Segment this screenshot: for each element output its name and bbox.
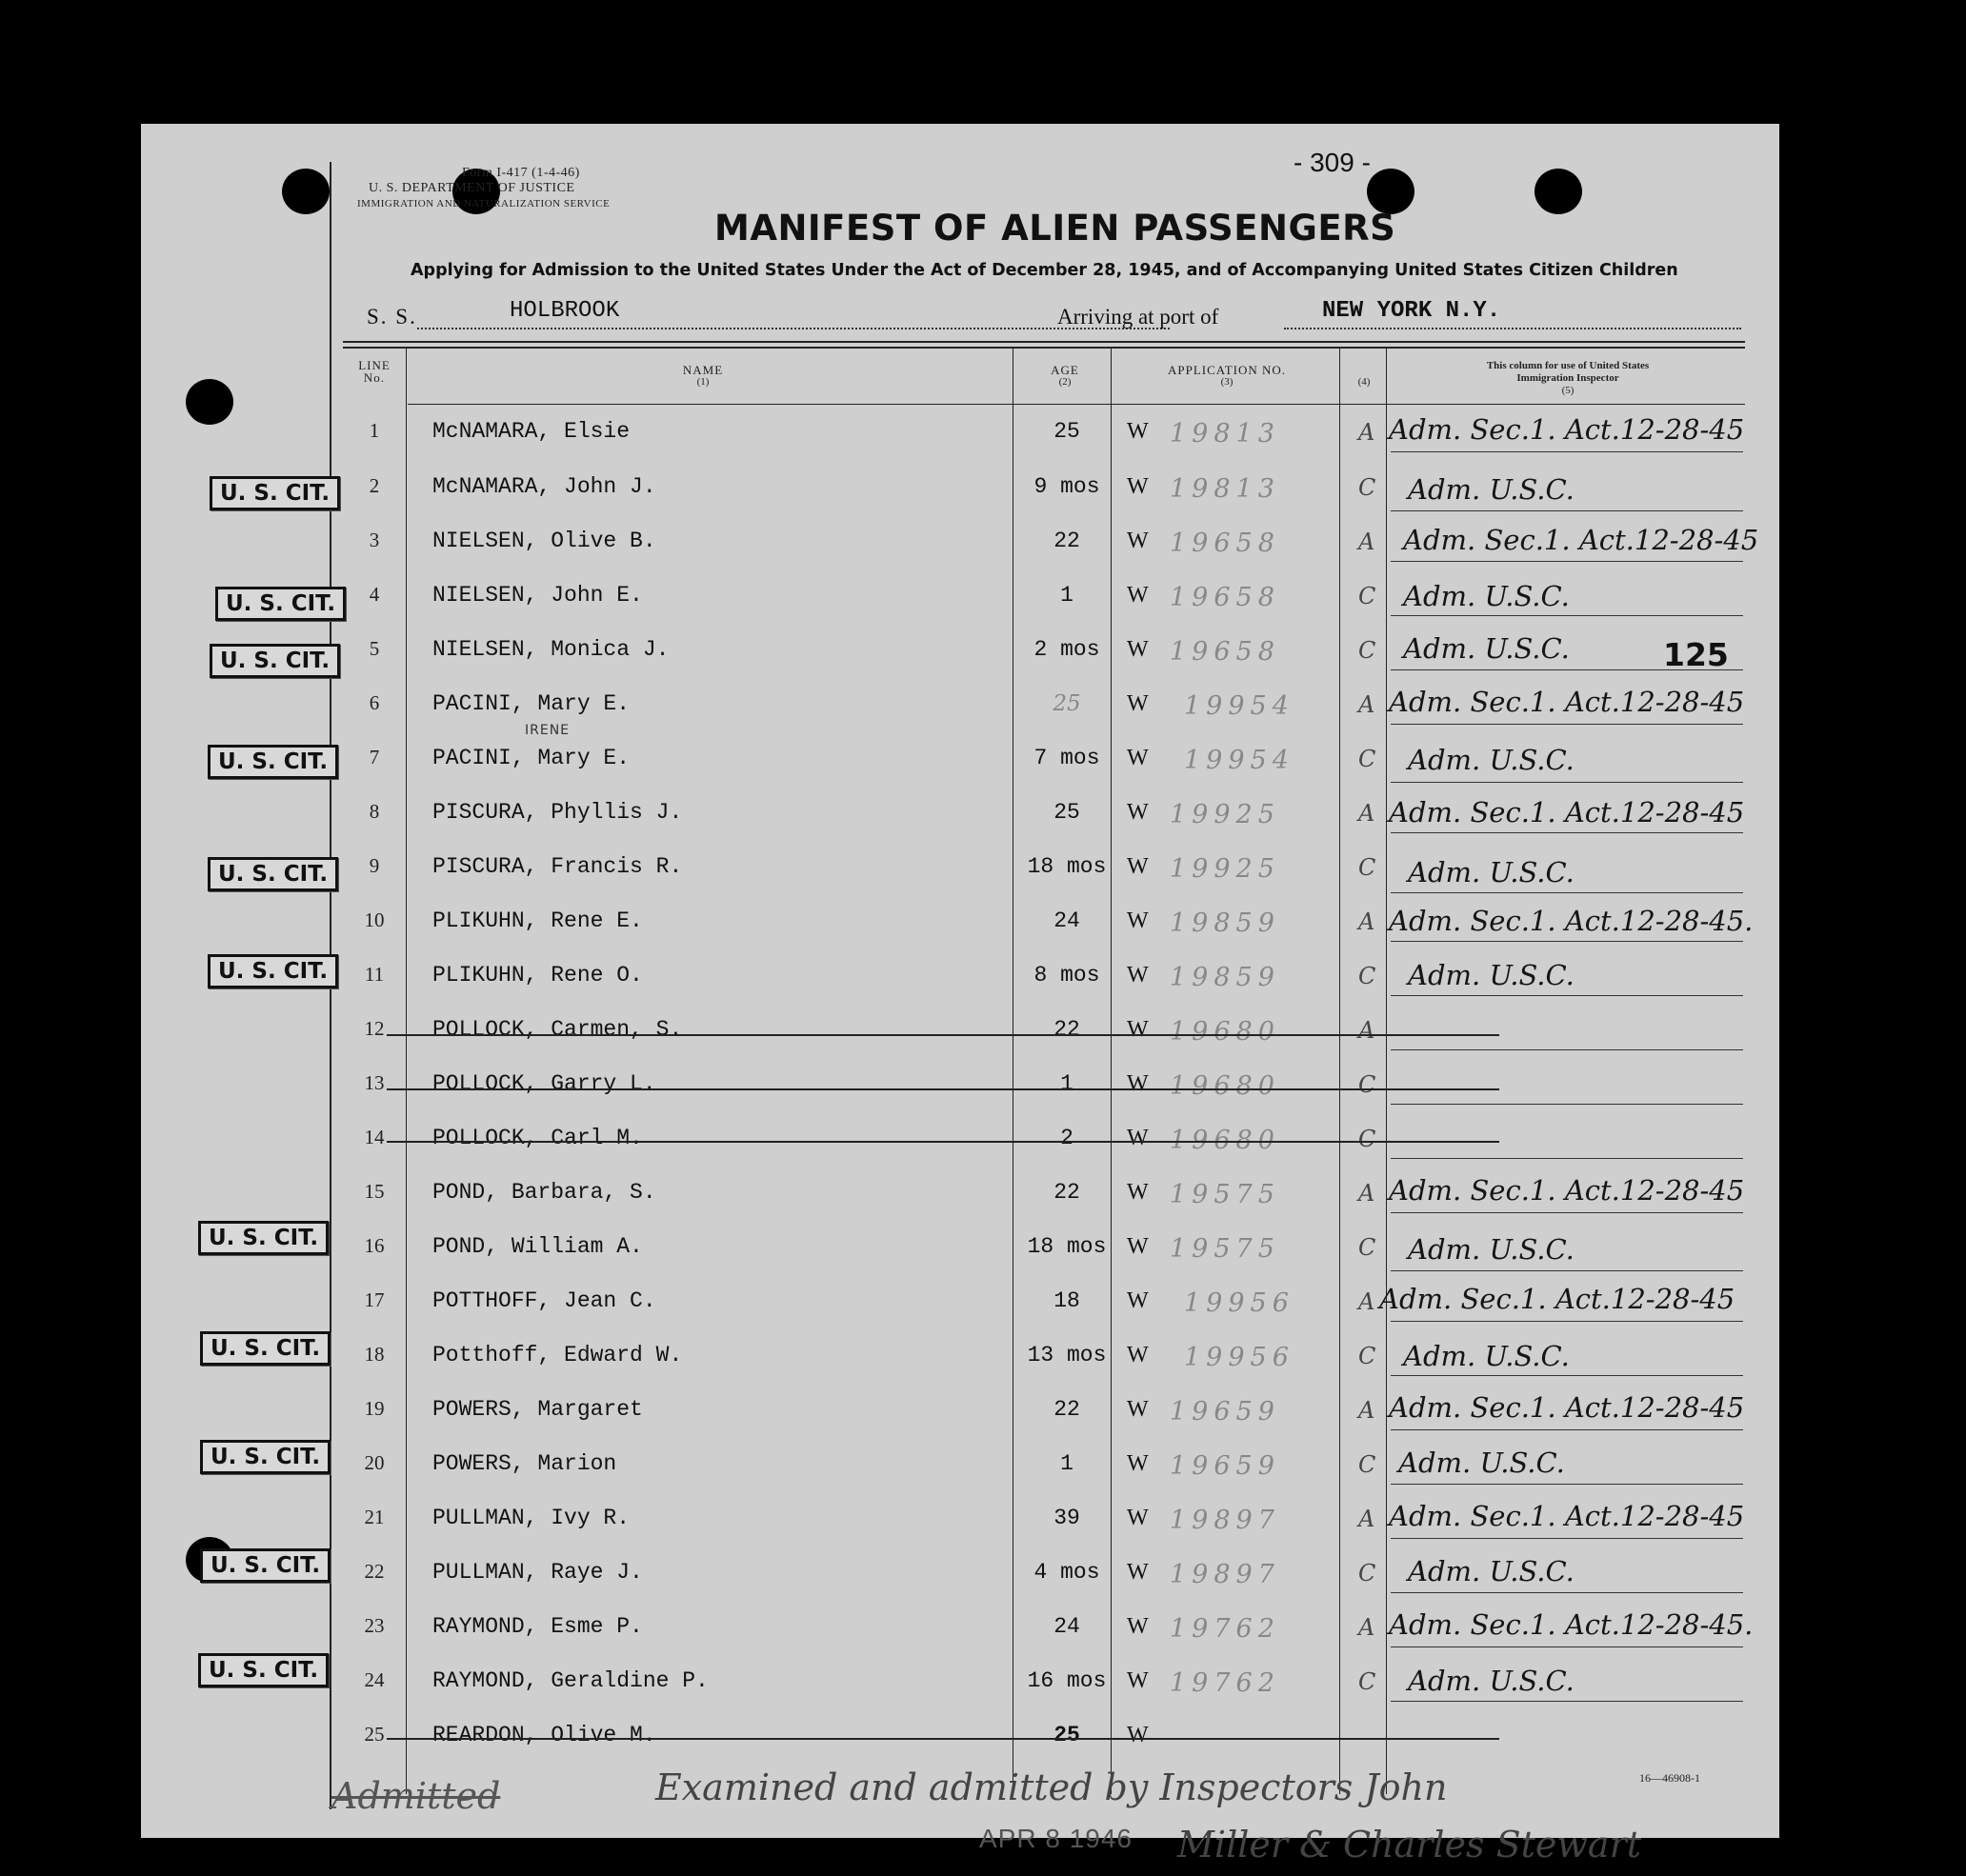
table-row [141, 1391, 1779, 1435]
inspector-rule [1391, 1538, 1743, 1539]
application-number: 19762 [1170, 1668, 1280, 1698]
application-number: 19859 [1170, 908, 1280, 938]
class-code: C [1358, 1668, 1376, 1695]
passenger-age: 22 [1053, 529, 1080, 553]
table-top-rule [343, 341, 1745, 343]
us-citizen-stamp: U. S. CIT. [200, 1440, 331, 1474]
application-number: 19762 [1170, 1614, 1280, 1644]
header-age-label: AGE [1051, 363, 1079, 377]
inspector-rule [1391, 892, 1743, 893]
line-number: 20 [364, 1451, 385, 1474]
inspector-note: Adm. U.S.C. [1408, 473, 1575, 506]
application-number: 19813 [1170, 419, 1280, 449]
punch-hole [282, 169, 330, 214]
service-name: IMMIGRATION AND NATURALIZATION SERVICE [357, 198, 611, 210]
table-row [141, 1283, 1779, 1327]
line-number: 9 [369, 854, 380, 877]
passenger-name: POWERS, Marion [432, 1451, 617, 1476]
us-citizen-stamp: U. S. CIT. [215, 587, 346, 621]
race-code: W [1127, 419, 1149, 444]
table-row [141, 1071, 1779, 1109]
inspector-note: Adm. Sec.1. Act.12-28-45 [1389, 796, 1745, 828]
class-code: C [1358, 1343, 1376, 1369]
us-citizen-stamp: U. S. CIT. [208, 857, 338, 891]
table-row [141, 524, 1779, 567]
header-insp-line1: This column for use of United States [1486, 360, 1650, 371]
inspector-rule [1391, 724, 1743, 725]
race-code: W [1127, 474, 1149, 499]
inspector-note: Adm. Sec.1. Act.12-28-45 [1389, 1174, 1745, 1207]
passenger-name: REARDON, Olive M. [432, 1723, 656, 1747]
form-title: MANIFEST OF ALIEN PASSENGERS [714, 208, 1396, 249]
table-row [141, 854, 1779, 892]
print-code: 16—46908-1 [1639, 1771, 1700, 1785]
inspector-note: Adm. U.S.C. [1398, 1447, 1565, 1479]
race-code: W [1127, 1506, 1149, 1530]
class-code: A [1358, 691, 1375, 718]
class-code: C [1358, 1234, 1376, 1261]
passenger-age: 25 [1053, 691, 1081, 716]
inspector-note: Adm. U.S.C. [1408, 1233, 1575, 1266]
passenger-name: NIELSEN, Monica J. [432, 637, 670, 662]
header-no-label: No. [363, 370, 386, 385]
passenger-name: Potthoff, Edward W. [432, 1343, 683, 1367]
class-code: A [1358, 1288, 1375, 1315]
header-col4-number: (4) [1357, 376, 1371, 388]
punch-hole [186, 379, 233, 425]
race-code: W [1127, 529, 1149, 553]
passenger-age: 22 [1053, 1017, 1080, 1042]
passenger-name: POWERS, Margaret [432, 1397, 643, 1422]
inspector-note: Adm. U.S.C. [1408, 856, 1575, 888]
application-number: 19897 [1170, 1506, 1280, 1535]
inspector-note: Adm. Sec.1. Act.12-28-45 [1389, 1500, 1745, 1532]
application-number: 19680 [1170, 1071, 1280, 1101]
passenger-age: 24 [1053, 908, 1080, 933]
port-label: Arriving at port of [1057, 305, 1219, 329]
inspector-note: Adm. U.S.C. [1408, 959, 1575, 991]
table-row [141, 959, 1779, 1001]
line-number: 2 [369, 474, 380, 497]
class-code: C [1358, 1451, 1376, 1478]
race-code: W [1127, 854, 1149, 879]
passenger-age: 4 mos [1033, 1560, 1100, 1585]
table-row [141, 1555, 1779, 1598]
inspector-rule [1391, 941, 1743, 942]
race-code: W [1127, 1397, 1149, 1422]
application-number: 19897 [1170, 1560, 1280, 1589]
class-code: C [1358, 1126, 1376, 1152]
inspector-note: Adm. Sec.1. Act.12-28-45 [1379, 1283, 1735, 1315]
race-code: W [1127, 637, 1149, 662]
passenger-name: RAYMOND, Esme P. [432, 1614, 643, 1639]
header-app [1114, 364, 1339, 389]
class-code: A [1358, 1017, 1375, 1044]
port-dotted-line [1284, 328, 1741, 329]
line-number: 12 [364, 1017, 385, 1040]
passenger-name: McNAMARA, Elsie [432, 419, 631, 444]
table-row [141, 1340, 1779, 1381]
class-code: C [1358, 746, 1376, 772]
passenger-age: 8 mos [1033, 963, 1100, 988]
passenger-name: RAYMOND, Geraldine P. [432, 1668, 709, 1693]
inspector-rule [1391, 451, 1743, 452]
race-code: W [1127, 908, 1149, 933]
passenger-age: 18 mos [1027, 1234, 1107, 1259]
inspector-note: Adm. U.S.C. [1408, 1665, 1575, 1697]
header-bottom-rule [408, 404, 1745, 405]
application-number: 19575 [1170, 1234, 1280, 1264]
inspector-note: Adm. Sec.1. Act.12-28-45 [1389, 413, 1745, 446]
line-number: 1 [369, 419, 380, 442]
table-row [141, 1723, 1779, 1761]
manifest-sheet [141, 124, 1779, 1866]
class-code: C [1358, 474, 1376, 501]
application-number: 19925 [1170, 800, 1280, 829]
header-app-number: (3) [1220, 376, 1234, 388]
application-number: 19658 [1170, 583, 1280, 612]
passenger-age: 9 mos [1033, 474, 1100, 499]
passenger-age: 1 [1060, 583, 1073, 608]
header-app-label: APPLICATION NO. [1167, 363, 1287, 377]
passenger-name: PISCURA, Francis R. [432, 854, 683, 879]
passenger-name: NIELSEN, John E. [432, 583, 643, 608]
class-code: C [1358, 963, 1376, 989]
inspector-rule [1391, 1701, 1743, 1702]
passenger-name: NIELSEN, Olive B. [432, 529, 656, 553]
line-number: 13 [364, 1071, 385, 1094]
passenger-age: 22 [1053, 1180, 1080, 1205]
race-code: W [1127, 746, 1149, 770]
line-number: 5 [369, 637, 380, 660]
handwritten-correction: IRENE [525, 723, 571, 738]
table-row [141, 686, 1779, 729]
department-name: U. S. DEPARTMENT OF JUSTICE [369, 181, 575, 195]
inspector-rule [1391, 1592, 1743, 1593]
punch-hole [1535, 169, 1582, 214]
count-note: 125 [1663, 636, 1729, 673]
table-top-rule-2 [343, 347, 1745, 349]
header-age-number: (2) [1058, 376, 1072, 388]
passenger-age: 16 mos [1027, 1668, 1107, 1693]
passenger-age: 7 mos [1033, 746, 1100, 770]
table-row [141, 796, 1779, 838]
inspector-rule [1391, 1049, 1743, 1050]
line-number: 6 [369, 691, 380, 714]
passenger-age: 2 [1060, 1126, 1073, 1150]
inspector-rule [1391, 1646, 1743, 1647]
passenger-age: 25 [1053, 800, 1080, 825]
race-code: W [1127, 691, 1149, 716]
us-citizen-stamp: U. S. CIT. [200, 1548, 331, 1583]
inspector-note: Adm. U.S.C. [1408, 744, 1575, 776]
race-code: W [1127, 1451, 1149, 1476]
passenger-name: POLLOCK, Carmen, S. [432, 1017, 683, 1042]
line-number: 3 [369, 529, 380, 551]
us-citizen-stamp: U. S. CIT. [210, 476, 340, 510]
line-number: 18 [364, 1343, 385, 1366]
us-citizen-stamp: U. S. CIT. [198, 1221, 329, 1255]
passenger-age: 2 mos [1033, 637, 1100, 662]
cancel-strike-line [387, 1738, 1499, 1740]
inspector-rule [1391, 561, 1743, 562]
race-code: W [1127, 1560, 1149, 1585]
inspector-rule [1391, 1429, 1743, 1430]
cancel-strike-line [387, 1034, 1499, 1036]
race-code: W [1127, 1723, 1149, 1747]
race-code: W [1127, 1071, 1149, 1096]
inspector-rule [1391, 1484, 1743, 1485]
race-code: W [1127, 1668, 1149, 1693]
passenger-name: POND, Barbara, S. [432, 1180, 656, 1205]
line-number: 21 [364, 1506, 385, 1528]
inspector-note: Adm. Sec.1. Act.12-28-45. [1389, 905, 1754, 937]
date-stamp: APR 8 1946 [979, 1824, 1133, 1853]
application-number: 19954 [1184, 691, 1294, 721]
us-citizen-stamp: U. S. CIT. [198, 1653, 329, 1687]
passenger-age: 13 mos [1027, 1343, 1107, 1367]
table-row [141, 1608, 1779, 1652]
header-insp-line2: Immigration Inspector [1516, 372, 1619, 384]
race-code: W [1127, 1288, 1149, 1313]
form-number: Form I-417 (1-4-46) [462, 166, 580, 180]
passenger-name: POTTHOFF, Jean C. [432, 1288, 656, 1313]
passenger-name: PULLMAN, Raye J. [432, 1560, 643, 1585]
line-number: 23 [364, 1614, 385, 1637]
line-number: 11 [364, 963, 385, 986]
line-number: 24 [364, 1668, 385, 1691]
inspector-rule [1391, 510, 1743, 511]
race-code: W [1127, 963, 1149, 988]
table-row [141, 1234, 1779, 1272]
form-header-block [357, 166, 610, 211]
inspector-rule [1391, 1104, 1743, 1105]
application-number: 19680 [1170, 1017, 1280, 1047]
class-code: A [1358, 419, 1375, 446]
passenger-age: 22 [1053, 1397, 1080, 1422]
cancel-strike-line [387, 1141, 1499, 1143]
page-number: - 309 - [1294, 148, 1371, 177]
race-code: W [1127, 1343, 1149, 1367]
line-number: 7 [369, 746, 380, 768]
cancel-strike-line [387, 1088, 1499, 1090]
form-subtitle: Applying for Admission to the United States Under the Act of December 28, 1945, and of Accompanying United States Citizen Children [411, 261, 1678, 280]
inspector-rule [1391, 1375, 1743, 1376]
header-col4 [1343, 376, 1385, 389]
passenger-name: POND, William A. [432, 1234, 643, 1259]
passenger-age: 1 [1060, 1071, 1073, 1096]
class-code: A [1358, 1397, 1375, 1424]
table-row [141, 1665, 1779, 1706]
application-number: 19575 [1170, 1180, 1280, 1209]
header-line-label: LINE [358, 358, 391, 372]
inspector-rule [1391, 1321, 1743, 1322]
us-citizen-stamp: U. S. CIT. [208, 745, 338, 779]
race-code: W [1127, 1180, 1149, 1205]
passenger-name: McNAMARA, John J. [432, 474, 656, 499]
us-citizen-stamp: U. S. CIT. [210, 644, 340, 678]
table-row [141, 632, 1779, 675]
class-code: C [1358, 854, 1376, 881]
inspector-names-note: Miller & Charles Stewart [1177, 1824, 1642, 1866]
us-citizen-stamp: U. S. CIT. [208, 954, 338, 988]
class-code: C [1358, 1560, 1376, 1587]
us-citizen-stamp: U. S. CIT. [200, 1331, 331, 1366]
race-code: W [1127, 1614, 1149, 1639]
application-number: 19925 [1170, 854, 1280, 884]
inspector-rule [1391, 782, 1743, 783]
header-insp-number: (5) [1561, 385, 1575, 396]
table-row [141, 723, 1779, 784]
inspector-note: Adm. U.S.C. [1403, 632, 1570, 665]
application-number: 19659 [1170, 1397, 1280, 1427]
inspector-note: Adm. Sec.1. Act.12-28-45 [1389, 686, 1745, 718]
table-row [141, 905, 1779, 947]
passenger-name: PACINI, Mary E. [432, 746, 631, 770]
application-number: 19659 [1170, 1451, 1280, 1481]
line-number: 16 [364, 1234, 385, 1257]
inspector-rule [1391, 615, 1743, 616]
class-code: A [1358, 1506, 1375, 1532]
passenger-name: PULLMAN, Ivy R. [432, 1506, 631, 1530]
struck-admitted-note: Admitted [331, 1775, 501, 1817]
passenger-name: PISCURA, Phyllis J. [432, 800, 683, 825]
passenger-name: POLLOCK, Garry L. [432, 1071, 656, 1096]
table-row [141, 1500, 1779, 1544]
table-row [141, 580, 1779, 621]
inspector-note: Adm. U.S.C. [1408, 1555, 1575, 1587]
race-code: W [1127, 1234, 1149, 1259]
ship-label: S. S. [367, 305, 417, 329]
class-code: A [1358, 1180, 1375, 1207]
line-number: 4 [369, 583, 380, 606]
application-number: 19658 [1170, 529, 1280, 558]
line-number: 19 [364, 1397, 385, 1420]
table-row [141, 1126, 1779, 1164]
inspector-rule [1391, 1212, 1743, 1213]
inspector-note: Adm. Sec.1. Act.12-28-45 [1389, 1391, 1745, 1424]
application-number: 19956 [1184, 1343, 1294, 1372]
inspector-note: Adm. Sec.1. Act.12-28-45 [1403, 524, 1759, 556]
header-name-number: (1) [696, 376, 710, 388]
examination-note: Examined and admitted by Inspectors John [655, 1766, 1448, 1808]
header-name-label: NAME [682, 363, 724, 377]
class-code: C [1358, 583, 1376, 609]
line-number: 10 [364, 908, 385, 931]
passenger-age: 25 [1053, 419, 1080, 444]
class-code: A [1358, 908, 1375, 935]
passenger-name: PLIKUHN, Rene O. [432, 963, 643, 988]
passenger-age: 18 [1053, 1288, 1080, 1313]
class-code: A [1358, 1614, 1375, 1641]
passenger-name: POLLOCK, Carl M. [432, 1126, 643, 1150]
passenger-age: 39 [1053, 1506, 1080, 1530]
line-number: 14 [364, 1126, 385, 1148]
race-code: W [1127, 1126, 1149, 1150]
table-row [141, 474, 1779, 512]
table-row [141, 1174, 1779, 1218]
inspector-note: Adm. U.S.C. [1403, 1340, 1570, 1372]
inspector-note: Adm. U.S.C. [1403, 580, 1570, 612]
table-row [141, 1017, 1779, 1055]
line-number: 25 [364, 1723, 385, 1746]
line-number: 22 [364, 1560, 385, 1583]
table-row [141, 413, 1779, 457]
class-code: C [1358, 637, 1376, 664]
inspector-rule [1391, 1270, 1743, 1271]
application-number: 19956 [1184, 1288, 1294, 1318]
passenger-age: 1 [1060, 1451, 1073, 1476]
header-line-no [346, 359, 403, 384]
port-name: NEW YORK N.Y. [1322, 298, 1501, 324]
header-inspector [1391, 360, 1745, 397]
application-number: 19813 [1170, 474, 1280, 504]
passenger-age: 25 [1053, 1723, 1080, 1747]
application-number: 19859 [1170, 963, 1280, 992]
inspector-rule [1391, 1158, 1743, 1159]
class-code: C [1358, 1071, 1376, 1098]
inspector-rule [1391, 995, 1743, 996]
passenger-name: PLIKUHN, Rene E. [432, 908, 643, 933]
passenger-age: 18 mos [1027, 854, 1107, 879]
class-code: A [1358, 529, 1375, 555]
header-age [1022, 364, 1108, 389]
line-number: 15 [364, 1180, 385, 1203]
application-number: 19658 [1170, 637, 1280, 667]
line-number: 17 [364, 1288, 385, 1311]
race-code: W [1127, 800, 1149, 825]
passenger-age: 24 [1053, 1614, 1080, 1639]
class-code: A [1358, 800, 1375, 827]
race-code: W [1127, 1017, 1149, 1042]
line-number: 8 [369, 800, 380, 823]
application-number: 19680 [1170, 1126, 1280, 1155]
inspector-note: Adm. Sec.1. Act.12-28-45. [1389, 1608, 1754, 1641]
application-number: 19954 [1184, 746, 1294, 775]
ship-name: HOLBROOK [510, 298, 620, 324]
header-name [636, 364, 770, 389]
passenger-name: PACINI, Mary E. [432, 691, 631, 716]
inspector-rule [1391, 832, 1743, 833]
table-row [141, 1447, 1779, 1489]
race-code: W [1127, 583, 1149, 608]
